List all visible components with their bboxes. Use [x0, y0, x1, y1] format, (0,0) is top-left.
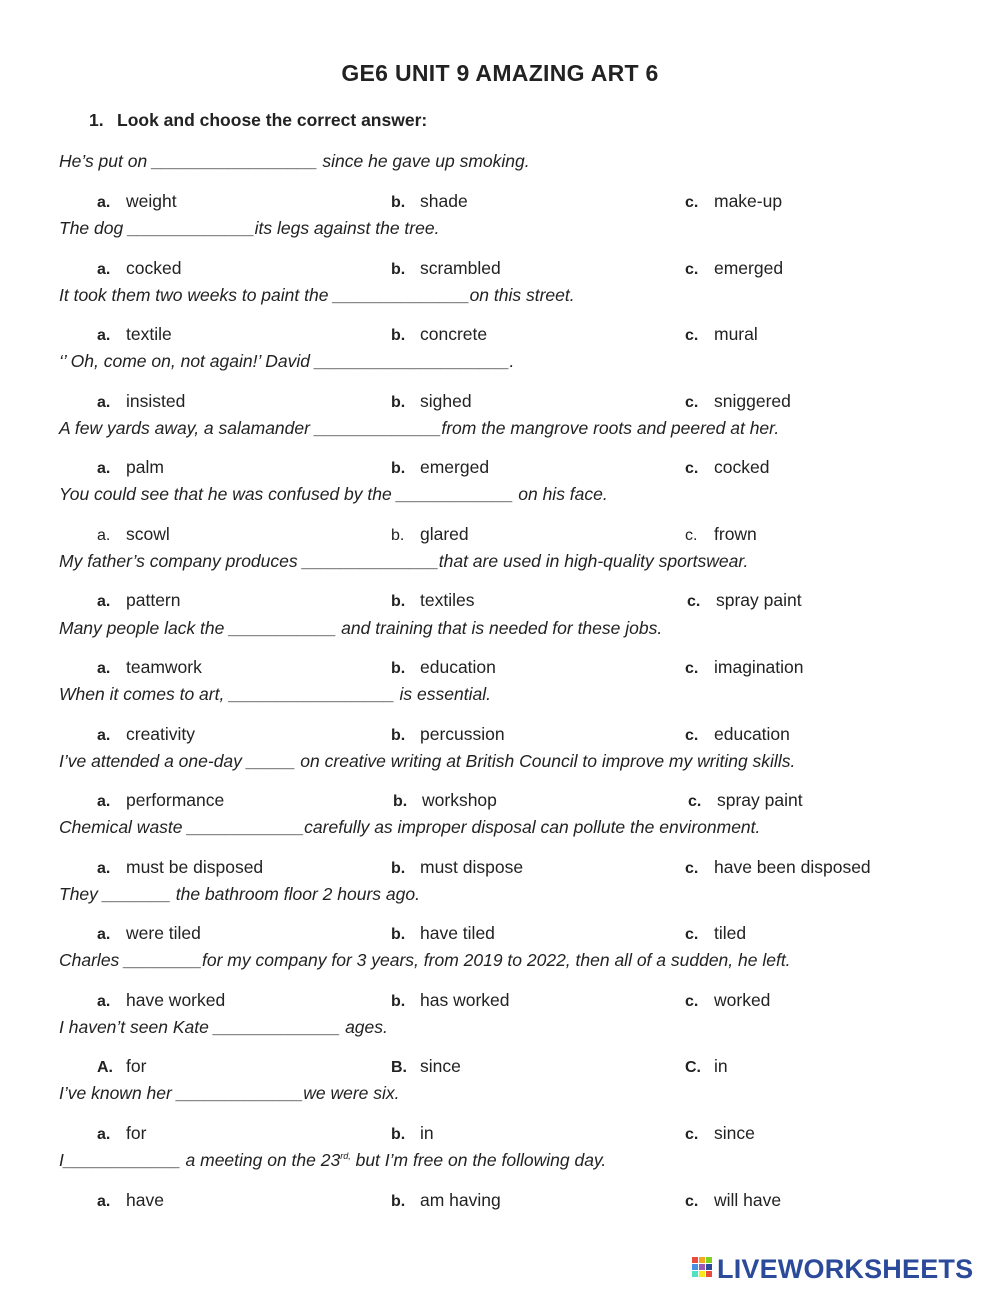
- option-text: textile: [126, 324, 172, 344]
- option-letter: a.: [97, 1193, 111, 1210]
- option-text: since: [714, 1123, 755, 1143]
- option-b[interactable]: [391, 724, 505, 745]
- option-text: pattern: [126, 590, 181, 610]
- option-letter: a.: [97, 460, 111, 477]
- option-text: since: [420, 1056, 461, 1076]
- option-b[interactable]: [391, 923, 495, 944]
- option-text: insisted: [126, 391, 186, 411]
- option-c[interactable]: [685, 324, 758, 345]
- option-a[interactable]: [97, 590, 180, 611]
- option-letter: b.: [393, 793, 408, 810]
- option-text: emerged: [420, 457, 490, 477]
- option-b[interactable]: [391, 524, 469, 545]
- question-text: You could see that he was confused by the ____________ on his face.: [59, 484, 608, 504]
- option-text: for: [126, 1123, 147, 1143]
- question-text: ‘’ Oh, come on, not again!’ David ____________________.: [59, 351, 515, 371]
- option-text: in: [714, 1056, 728, 1076]
- question-text: I’ve attended a one-day _____ on creative writing at British Council to improve my writing skills.: [59, 751, 796, 771]
- option-c[interactable]: [685, 391, 791, 412]
- question-text: Chemical waste ____________carefully as improper disposal can pollute the environment.: [59, 817, 761, 837]
- instruction: [89, 110, 427, 131]
- option-text: cocked: [714, 457, 770, 477]
- liveworksheets-logo-icon: [692, 1257, 714, 1281]
- option-c[interactable]: [685, 258, 783, 279]
- option-letter: b.: [391, 327, 406, 344]
- option-letter: b.: [391, 394, 406, 411]
- option-letter: c.: [685, 327, 699, 344]
- option-a[interactable]: [97, 258, 181, 279]
- option-letter: a.: [97, 926, 111, 943]
- option-letter: b.: [391, 1193, 406, 1210]
- option-letter: c.: [685, 194, 699, 211]
- option-text: education: [714, 724, 790, 744]
- option-text: mural: [714, 324, 758, 344]
- option-text: shade: [420, 191, 468, 211]
- option-c[interactable]: [685, 923, 746, 944]
- option-letter: a.: [97, 660, 111, 677]
- question-text-before: I____________ a meeting on the 23: [59, 1150, 341, 1170]
- option-a[interactable]: [97, 191, 177, 212]
- option-text: spray paint: [716, 590, 802, 610]
- option-a[interactable]: [97, 790, 224, 811]
- option-letter: c.: [685, 926, 699, 943]
- question-text-after: but I’m free on the following day.: [350, 1150, 607, 1170]
- option-b[interactable]: [391, 990, 510, 1011]
- option-text: must dispose: [420, 857, 524, 877]
- option-text: have been disposed: [714, 857, 871, 877]
- option-text: will have: [714, 1190, 782, 1210]
- option-a[interactable]: [97, 1056, 146, 1077]
- option-a[interactable]: [97, 524, 170, 545]
- option-text: scowl: [126, 524, 170, 544]
- option-letter: b.: [391, 1126, 406, 1143]
- option-letter: c.: [685, 394, 699, 411]
- option-letter: A.: [97, 1059, 113, 1076]
- option-text: cocked: [126, 258, 182, 278]
- option-letter: c.: [685, 1193, 699, 1210]
- ordinal-suffix: rd,: [340, 1151, 351, 1162]
- option-text: worked: [714, 990, 771, 1010]
- option-c[interactable]: [685, 191, 782, 212]
- liveworksheets-logo: [692, 1254, 973, 1284]
- option-text: palm: [126, 457, 164, 477]
- option-letter: a.: [97, 727, 111, 744]
- option-b[interactable]: [391, 1190, 501, 1211]
- option-c[interactable]: [685, 857, 871, 878]
- option-letter: c.: [685, 261, 699, 278]
- question-text: [59, 1150, 959, 1171]
- option-text: percussion: [420, 724, 505, 744]
- option-letter: b.: [391, 194, 406, 211]
- option-letter: b.: [391, 261, 406, 278]
- option-letter: b.: [391, 993, 406, 1010]
- option-text: creativity: [126, 724, 196, 744]
- option-text: have worked: [126, 990, 226, 1010]
- option-letter: b.: [391, 926, 406, 943]
- option-text: education: [420, 657, 496, 677]
- option-text: concrete: [420, 324, 488, 344]
- option-letter: c.: [685, 527, 698, 544]
- option-a[interactable]: [97, 1123, 146, 1144]
- option-text: glared: [420, 524, 469, 544]
- instruction-number: 1.: [89, 110, 104, 130]
- question-text: My father’s company produces ______________that are used in high-quality sportswear.: [59, 551, 749, 571]
- option-text: scrambled: [420, 258, 501, 278]
- option-text: sighed: [420, 391, 472, 411]
- page-title: GE6 UNIT 9 AMAZING ART 6: [341, 60, 659, 86]
- option-b[interactable]: [391, 324, 487, 345]
- option-a[interactable]: [97, 724, 195, 745]
- option-c[interactable]: [685, 1190, 781, 1211]
- question-text: He’s put on _________________ since he gave up smoking.: [59, 151, 530, 171]
- option-text: textiles: [420, 590, 475, 610]
- option-b[interactable]: [393, 790, 497, 811]
- option-a[interactable]: [97, 391, 185, 412]
- option-text: performance: [126, 790, 225, 810]
- option-letter: a.: [97, 593, 111, 610]
- option-letter: a.: [97, 327, 111, 344]
- option-letter: a.: [97, 194, 111, 211]
- question-text: I’ve known her _____________we were six.: [59, 1083, 400, 1103]
- option-text: workshop: [422, 790, 497, 810]
- option-c[interactable]: [685, 524, 757, 545]
- option-letter: c.: [685, 660, 699, 677]
- option-letter: a.: [97, 793, 111, 810]
- option-text: in: [420, 1123, 434, 1143]
- option-c[interactable]: [685, 990, 770, 1011]
- question-text: When it comes to art, _________________ is essential.: [59, 684, 491, 704]
- option-letter: C.: [685, 1059, 701, 1076]
- option-letter: b.: [391, 660, 406, 677]
- option-text: must be disposed: [126, 857, 264, 877]
- option-c[interactable]: [685, 1056, 728, 1077]
- option-letter: a.: [97, 261, 111, 278]
- option-text: tiled: [714, 923, 747, 943]
- option-a[interactable]: [97, 324, 172, 345]
- option-text: make-up: [714, 191, 783, 211]
- option-text: spray paint: [717, 790, 803, 810]
- option-b[interactable]: [391, 657, 496, 678]
- option-letter: b.: [391, 460, 406, 477]
- option-text: imagination: [714, 657, 804, 677]
- option-letter: a.: [97, 1126, 111, 1143]
- option-c[interactable]: [685, 724, 790, 745]
- option-text: has worked: [420, 990, 510, 1010]
- option-letter: B.: [391, 1059, 407, 1076]
- option-a[interactable]: [97, 857, 263, 878]
- option-a[interactable]: [97, 657, 202, 678]
- option-a[interactable]: [97, 1190, 164, 1211]
- question-text: I haven’t seen Kate _____________ ages.: [59, 1017, 388, 1037]
- option-b[interactable]: [391, 457, 489, 478]
- option-c[interactable]: [685, 457, 769, 478]
- option-letter: c.: [685, 727, 699, 744]
- option-text: have: [126, 1190, 164, 1210]
- option-text: for: [126, 1056, 147, 1076]
- option-text: teamwork: [126, 657, 202, 677]
- option-a[interactable]: [97, 923, 201, 944]
- option-b[interactable]: [391, 191, 468, 212]
- option-letter: a.: [97, 394, 111, 411]
- question-text: Many people lack the ___________ and training that is needed for these jobs.: [59, 618, 663, 638]
- question-text: Charles ________for my company for 3 years, from 2019 to 2022, then all of a sudden, he left.: [59, 950, 791, 970]
- question-text: They _______ the bathroom floor 2 hours ago.: [59, 884, 420, 904]
- option-c[interactable]: [688, 790, 803, 811]
- option-letter: c.: [685, 460, 699, 477]
- option-text: were tiled: [126, 923, 201, 943]
- option-c[interactable]: [685, 657, 804, 678]
- option-letter: c.: [685, 993, 699, 1010]
- option-b[interactable]: [391, 857, 523, 878]
- option-text: frown: [714, 524, 757, 544]
- option-letter: b.: [391, 527, 405, 544]
- question-text: It took them two weeks to paint the ______________on this street.: [59, 285, 575, 305]
- option-b[interactable]: [391, 391, 472, 412]
- option-letter: b.: [391, 727, 406, 744]
- question-text: A few yards away, a salamander _____________from the mangrove roots and peered at her.: [59, 418, 780, 438]
- option-a[interactable]: [97, 990, 225, 1011]
- instruction-text: Look and choose the correct answer:: [117, 110, 428, 130]
- option-b[interactable]: [391, 1123, 434, 1144]
- option-letter: c.: [688, 793, 702, 810]
- option-c[interactable]: [687, 590, 802, 611]
- option-text: am having: [420, 1190, 501, 1210]
- question-text: The dog _____________its legs against the tree.: [59, 218, 440, 238]
- option-c[interactable]: [685, 1123, 755, 1144]
- option-letter: a.: [97, 993, 111, 1010]
- option-letter: b.: [391, 593, 406, 610]
- option-letter: b.: [391, 860, 406, 877]
- option-letter: c.: [685, 1126, 699, 1143]
- option-a[interactable]: [97, 457, 164, 478]
- option-letter: a.: [97, 860, 111, 877]
- option-text: have tiled: [420, 923, 495, 943]
- logo-text: LIVEWORKSHEETS: [717, 1253, 974, 1284]
- option-b[interactable]: [391, 1056, 461, 1077]
- option-text: sniggered: [714, 391, 791, 411]
- option-text: emerged: [714, 258, 784, 278]
- option-text: weight: [126, 191, 177, 211]
- option-letter: c.: [685, 860, 699, 877]
- option-letter: a.: [97, 527, 111, 544]
- option-b[interactable]: [391, 258, 501, 279]
- option-letter: c.: [687, 593, 701, 610]
- option-b[interactable]: [391, 590, 474, 611]
